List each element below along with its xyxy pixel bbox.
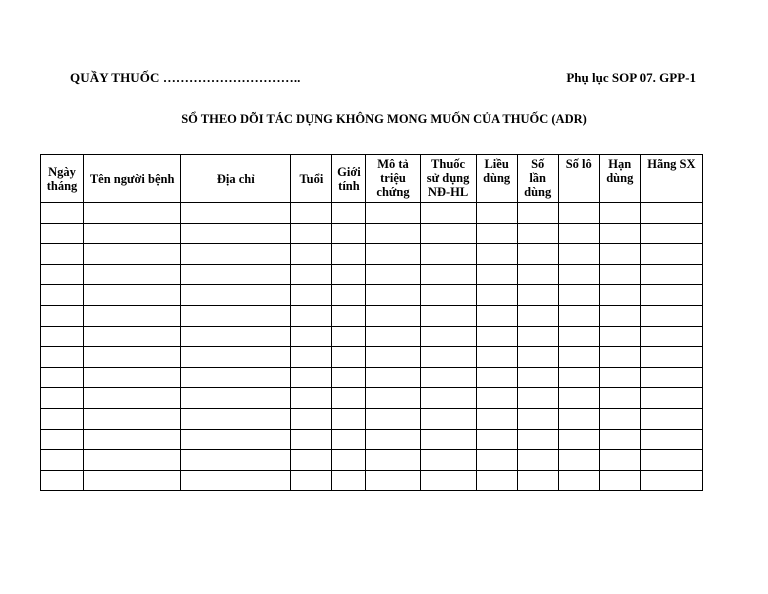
table-cell — [84, 203, 181, 224]
counter-label: QUẦY THUỐC ………………………….. — [70, 70, 301, 85]
table-cell — [41, 244, 84, 265]
table-cell — [599, 367, 640, 388]
table-row — [41, 305, 703, 326]
table-cell — [291, 450, 332, 471]
table-cell — [332, 388, 366, 409]
table-cell — [640, 450, 702, 471]
table-cell — [558, 367, 599, 388]
table-cell — [420, 470, 476, 491]
table-cell — [366, 367, 420, 388]
table-cell — [476, 429, 517, 450]
table-cell — [420, 285, 476, 306]
table-cell — [291, 264, 332, 285]
table-header-row — [41, 155, 703, 203]
table-cell — [84, 470, 181, 491]
table-cell — [599, 264, 640, 285]
col-header-date — [41, 155, 84, 203]
table-cell — [640, 470, 702, 491]
table-cell — [41, 305, 84, 326]
table-cell — [640, 388, 702, 409]
table-cell — [41, 429, 84, 450]
col-header-expiry-label: Hạn dùng — [606, 157, 634, 185]
table-row — [41, 347, 703, 368]
table-row — [41, 388, 703, 409]
table-cell — [84, 305, 181, 326]
col-header-patient-name-label: Tên người bệnh — [89, 171, 175, 186]
table-cell — [476, 264, 517, 285]
table-cell — [420, 223, 476, 244]
table-cell — [640, 305, 702, 326]
table-cell — [476, 223, 517, 244]
table-cell — [291, 223, 332, 244]
table-cell — [181, 305, 291, 326]
table-cell — [181, 326, 291, 347]
table-cell — [84, 285, 181, 306]
table-cell — [599, 450, 640, 471]
table-cell — [640, 429, 702, 450]
table-cell — [41, 470, 84, 491]
table-cell — [291, 285, 332, 306]
table-cell — [41, 367, 84, 388]
table-cell — [476, 450, 517, 471]
col-header-frequency-label: Số lần dùng — [524, 157, 552, 199]
table-cell — [476, 408, 517, 429]
table-cell — [84, 367, 181, 388]
table-cell — [41, 450, 84, 471]
table-cell — [476, 347, 517, 368]
table-cell — [476, 470, 517, 491]
col-header-gender — [332, 155, 366, 203]
table-cell — [558, 264, 599, 285]
table-cell — [558, 285, 599, 306]
table-cell — [558, 244, 599, 265]
table-cell — [84, 223, 181, 244]
table-cell — [420, 429, 476, 450]
table-cell — [181, 367, 291, 388]
col-header-manufacturer — [640, 155, 702, 203]
table-cell — [420, 305, 476, 326]
table-cell — [476, 244, 517, 265]
table-cell — [291, 429, 332, 450]
table-cell — [517, 264, 558, 285]
adr-log-table — [40, 154, 703, 491]
table-cell — [599, 203, 640, 224]
table-cell — [640, 264, 702, 285]
table-cell — [291, 408, 332, 429]
document-title: SỔ THEO DÕI TÁC DỤNG KHÔNG MONG MUỐN CỦA THUỐC (ADR) — [181, 112, 587, 126]
table-cell — [291, 470, 332, 491]
table-cell — [517, 450, 558, 471]
table-cell — [476, 305, 517, 326]
table-cell — [366, 429, 420, 450]
table-row — [41, 408, 703, 429]
table-cell — [366, 347, 420, 368]
table-cell — [41, 203, 84, 224]
table-row — [41, 203, 703, 224]
table-cell — [640, 285, 702, 306]
table-cell — [291, 388, 332, 409]
table-cell — [640, 326, 702, 347]
table-cell — [332, 305, 366, 326]
table-cell — [291, 203, 332, 224]
table-body — [41, 203, 703, 491]
table-cell — [599, 326, 640, 347]
table-cell — [517, 470, 558, 491]
table-cell — [599, 244, 640, 265]
table-cell — [291, 305, 332, 326]
table-cell — [332, 244, 366, 265]
table-cell — [517, 223, 558, 244]
col-header-date-label: Ngày tháng — [46, 164, 78, 193]
table-cell — [181, 408, 291, 429]
table-cell — [181, 223, 291, 244]
table-cell — [640, 347, 702, 368]
table-cell — [640, 367, 702, 388]
table-cell — [366, 223, 420, 244]
table-cell — [84, 244, 181, 265]
table-row — [41, 429, 703, 450]
table-cell — [181, 388, 291, 409]
table-cell — [517, 347, 558, 368]
table-cell — [558, 326, 599, 347]
table-row — [41, 367, 703, 388]
table-cell — [640, 203, 702, 224]
table-cell — [517, 429, 558, 450]
table-cell — [366, 285, 420, 306]
table-cell — [84, 388, 181, 409]
col-header-age-label: Tuổi — [299, 171, 324, 186]
col-header-dosage — [476, 155, 517, 203]
table-cell — [420, 347, 476, 368]
col-header-gender-label: Giới tính — [337, 164, 361, 193]
table-cell — [84, 326, 181, 347]
table-cell — [41, 223, 84, 244]
table-cell — [517, 367, 558, 388]
table-cell — [366, 388, 420, 409]
table-cell — [181, 450, 291, 471]
table-cell — [599, 347, 640, 368]
table-cell — [420, 388, 476, 409]
col-header-suspected-drug — [420, 155, 476, 203]
table-cell — [599, 408, 640, 429]
table-cell — [476, 326, 517, 347]
table-cell — [332, 285, 366, 306]
col-header-age — [291, 155, 332, 203]
table-cell — [420, 367, 476, 388]
table-cell — [181, 244, 291, 265]
table-cell — [366, 264, 420, 285]
table-cell — [476, 367, 517, 388]
table-cell — [420, 203, 476, 224]
table-row — [41, 244, 703, 265]
col-header-suspected-drug-label: Thuốc sử dụng NĐ-HL — [426, 157, 470, 199]
table-cell — [640, 244, 702, 265]
table-cell — [517, 244, 558, 265]
table-cell — [332, 367, 366, 388]
table-cell — [558, 203, 599, 224]
appendix-reference: Phụ lục SOP 07. GPP-1 — [566, 70, 696, 85]
table-cell — [181, 203, 291, 224]
table-cell — [332, 429, 366, 450]
table-cell — [332, 408, 366, 429]
table-cell — [41, 347, 84, 368]
table-cell — [558, 223, 599, 244]
table-cell — [291, 367, 332, 388]
table-cell — [558, 388, 599, 409]
table-cell — [517, 326, 558, 347]
col-header-lot-number-label: Số lô — [565, 157, 592, 171]
table-cell — [420, 264, 476, 285]
table-cell — [84, 450, 181, 471]
table-cell — [332, 450, 366, 471]
table-cell — [558, 470, 599, 491]
table-cell — [84, 429, 181, 450]
table-cell — [181, 470, 291, 491]
table-cell — [420, 408, 476, 429]
col-header-symptoms — [366, 155, 420, 203]
table-cell — [558, 305, 599, 326]
table-cell — [517, 305, 558, 326]
col-header-expiry — [599, 155, 640, 203]
table-cell — [420, 326, 476, 347]
table-cell — [332, 326, 366, 347]
table-row — [41, 326, 703, 347]
table-cell — [84, 408, 181, 429]
table-cell — [181, 429, 291, 450]
table-cell — [599, 285, 640, 306]
table-cell — [366, 203, 420, 224]
table-cell — [291, 347, 332, 368]
table-cell — [332, 470, 366, 491]
table-cell — [517, 203, 558, 224]
col-header-frequency — [517, 155, 558, 203]
table-cell — [181, 347, 291, 368]
table-row — [41, 450, 703, 471]
table-cell — [366, 305, 420, 326]
table-cell — [558, 429, 599, 450]
table-cell — [41, 264, 84, 285]
col-header-manufacturer-label: Hãng SX — [647, 157, 696, 171]
table-row — [41, 223, 703, 244]
table-cell — [41, 326, 84, 347]
table-cell — [476, 203, 517, 224]
table-cell — [420, 244, 476, 265]
table-row — [41, 470, 703, 491]
table-cell — [558, 450, 599, 471]
table-cell — [291, 326, 332, 347]
table-cell — [517, 285, 558, 306]
table-row — [41, 285, 703, 306]
table-cell — [41, 285, 84, 306]
table-cell — [332, 223, 366, 244]
table-row — [41, 264, 703, 285]
table-cell — [599, 470, 640, 491]
table-cell — [366, 470, 420, 491]
col-header-symptoms-label: Mô tả triệu chứng — [376, 157, 410, 199]
table-cell — [558, 347, 599, 368]
col-header-address — [181, 155, 291, 203]
table-cell — [476, 388, 517, 409]
table-cell — [84, 264, 181, 285]
table-cell — [476, 285, 517, 306]
col-header-dosage-label: Liều dùng — [483, 157, 511, 185]
table-cell — [517, 388, 558, 409]
table-cell — [517, 408, 558, 429]
table-cell — [599, 305, 640, 326]
table-cell — [332, 347, 366, 368]
col-header-lot-number — [558, 155, 599, 203]
table-cell — [41, 408, 84, 429]
table-cell — [366, 450, 420, 471]
table-cell — [332, 264, 366, 285]
table-cell — [599, 388, 640, 409]
table-cell — [640, 408, 702, 429]
table-cell — [599, 429, 640, 450]
table-cell — [41, 388, 84, 409]
table-cell — [332, 203, 366, 224]
table-cell — [366, 408, 420, 429]
table-cell — [420, 450, 476, 471]
table-cell — [181, 264, 291, 285]
col-header-patient-name — [84, 155, 181, 203]
table-cell — [558, 408, 599, 429]
table-cell — [640, 223, 702, 244]
table-cell — [366, 326, 420, 347]
table-cell — [291, 244, 332, 265]
table-cell — [84, 347, 181, 368]
table-cell — [366, 244, 420, 265]
col-header-address-label: Địa chỉ — [216, 171, 255, 186]
table-cell — [599, 223, 640, 244]
table-cell — [181, 285, 291, 306]
